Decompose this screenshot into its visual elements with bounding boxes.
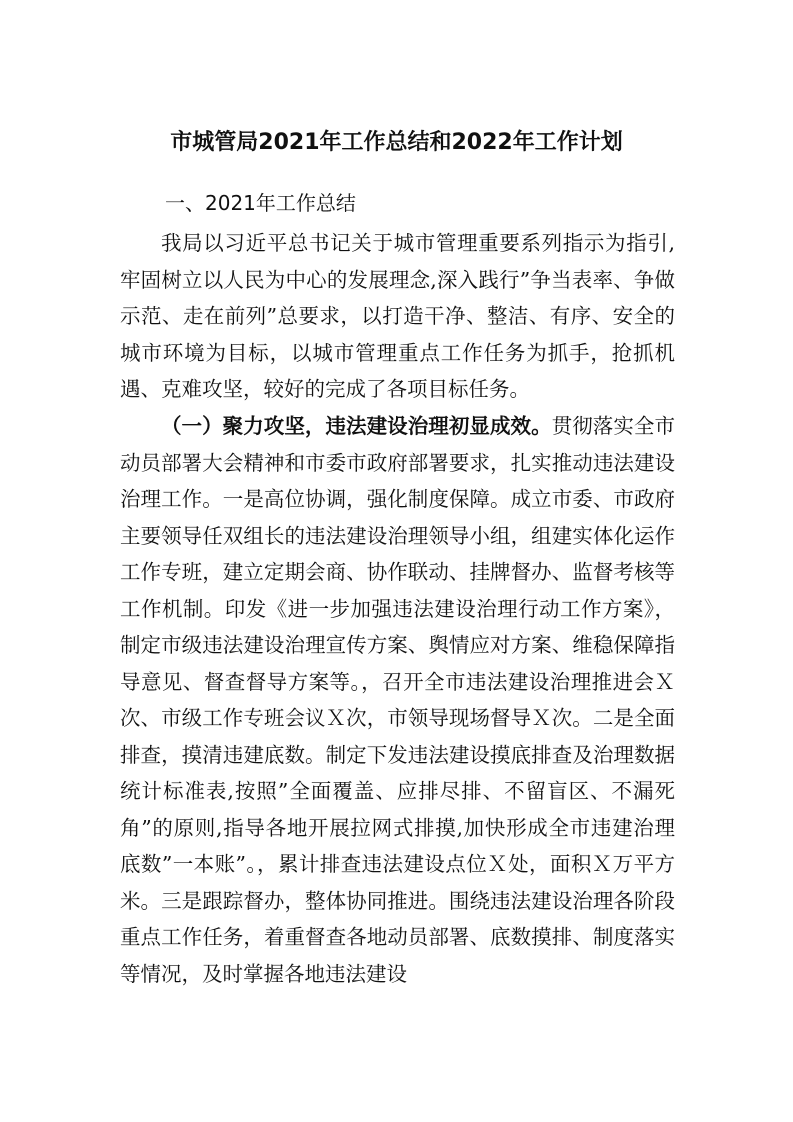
paragraph-body: 贯彻落实全市动员部署大会精神和市委市政府部署要求，扎实推动违法建设治理工作。一是高位协调，强化制度保障。成立市委、市政府主要领导任双组长的违法建设治理领导小组，组建实体化运作工作专班，建立定期会商、协作联动、挂牌督办、监督考核等工作机制。印发《进一步加强违法建设治理行动工作方案》，制定市级违法建设治理宣传方案、舆情应对方案、维稳保障指导意见、督查督导方案等。，召开全市违法建设治理推进会Ｘ次、市级工作专班会议Ｘ次，市领导现场督导Ｘ次。二是全面排查，摸清违建底数。制定下发违法建设摸底排查及治理数据统计标准表,按照”全面覆盖、应排尽排、不留盲区、不漏死角”的原则,指导各地开展拉网式排摸,加快形成全市违建治理底数”一本账”。，累计排查违法建设点位Ｘ处，面积Ｘ万平方米。三是跟踪督办，整体协同推进。围绕违法建设治理各阶段重点工作任务，着重督查各地动员部署、底数摸排、制度落实等情况，及时掌握各地违法建设 (120, 414, 675, 986)
page-title: 市城管局2021年工作总结和2022年工作计划 (170, 130, 623, 155)
paragraph (120, 408, 675, 992)
section-heading: 一、2021年工作总结 (165, 191, 356, 215)
paragraph: 我局以习近平总书记关于城市管理重要系列指示为指引,牢固树立以人民为中心的发展理念,深入践行”争当表率、争做示范、走在前列”总要求，以打造干净、整洁、有序、安全的城市环境为目标，以城市管理重点工作任务为抓手，抢抓机遇、克难攻坚，较好的完成了各项目标任务。 (120, 231, 675, 401)
paragraph-lead: （一）聚力攻坚，违法建设治理初显成效。 (161, 414, 552, 438)
